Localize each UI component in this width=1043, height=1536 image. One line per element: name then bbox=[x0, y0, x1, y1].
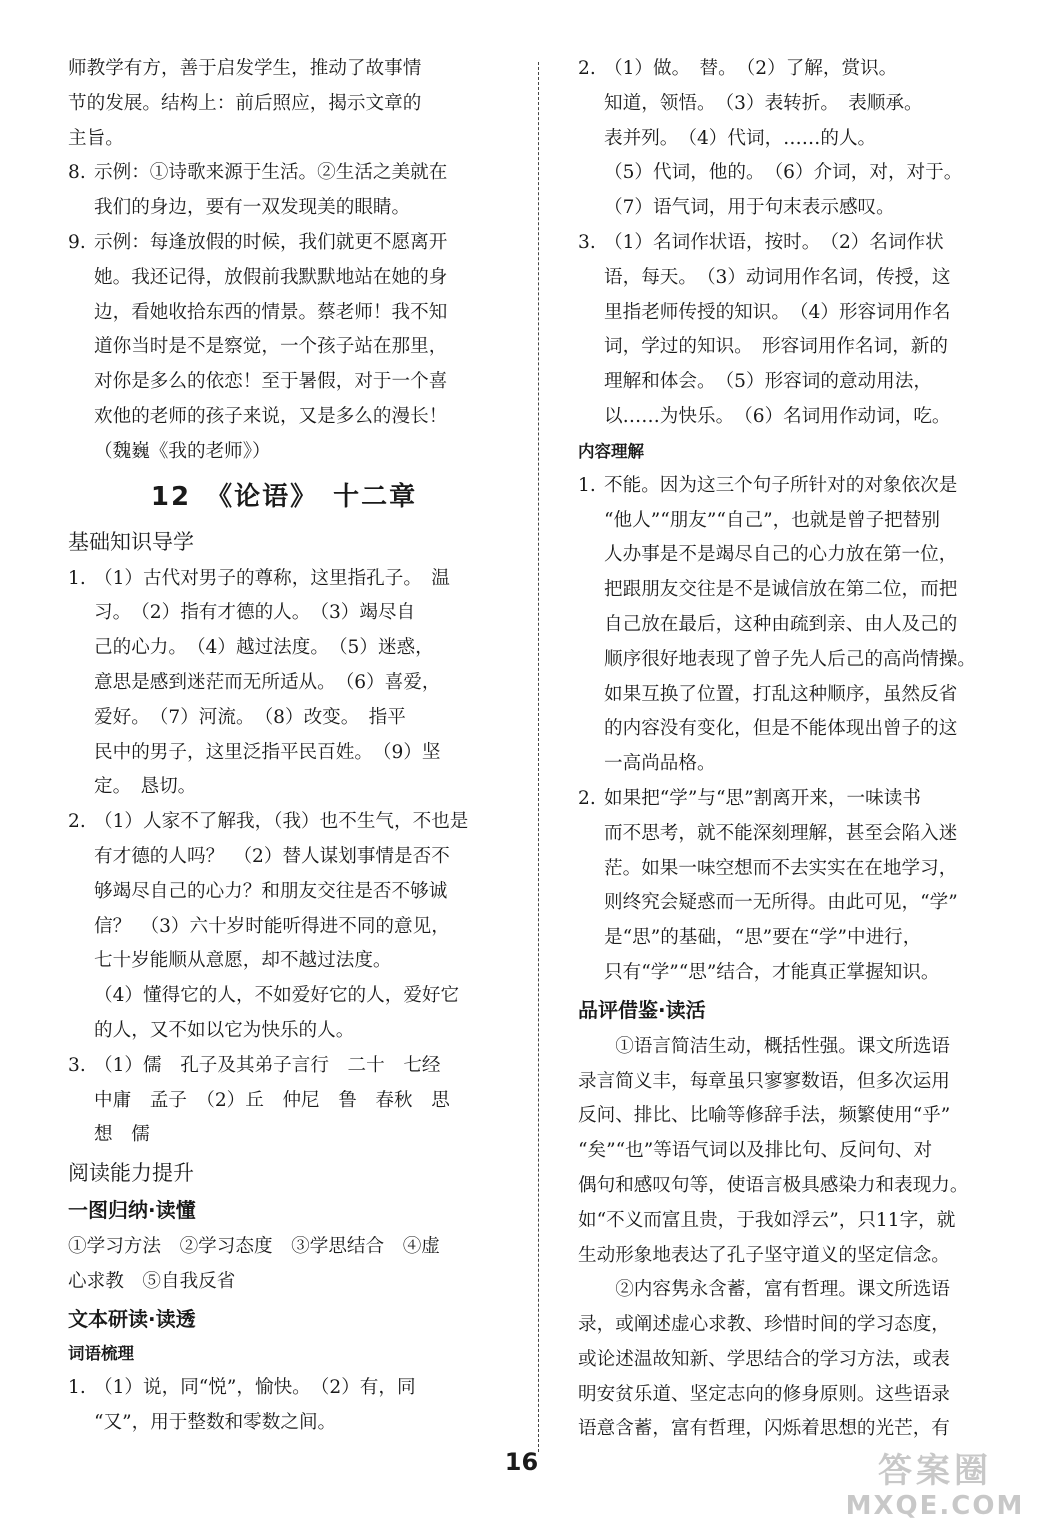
item-number: 3. bbox=[578, 231, 596, 253]
appreciation-paragraph-2 bbox=[578, 1273, 998, 1447]
text-line: 对你是多么的依恋！至于暑假，对于一个喜 bbox=[94, 371, 448, 393]
text-line: 如果互换了位置，打乱这种顺序，虽然反省 bbox=[604, 683, 958, 705]
text-line: 生动形象地表达了孔子坚守道义的坚定信念。 bbox=[578, 1244, 950, 1266]
text-line: 或论述温故知新、学思结合的学习方法，或表 bbox=[578, 1348, 950, 1370]
text-line: ①语言简洁生动，概括性强。课文所选语 bbox=[615, 1035, 950, 1057]
appreciation-paragraph-1 bbox=[578, 1030, 998, 1274]
text-line: 表并列。 （4）代词，……的人。 bbox=[604, 127, 877, 149]
section-heading-reading: 阅读能力提升 bbox=[68, 1161, 194, 1186]
text-line: 语意含蓄，富有哲理，闪烁着思想的光芒，有 bbox=[578, 1418, 950, 1440]
text-line: 人办事是不是竭尽自己的心力放在第一位， bbox=[604, 544, 958, 566]
text-line: 自己放在最后，这种由疏到亲、由人及己的 bbox=[604, 613, 958, 635]
text-line: 不能。因为这三个句子所针对的对象依次是 bbox=[604, 474, 958, 496]
watermark-logo bbox=[845, 1452, 1025, 1526]
text-line: 边，看她收拾东西的情景。蔡老师！我不知 bbox=[94, 301, 448, 323]
text-line: 只有“学”“思”结合，才能真正掌握知识。 bbox=[604, 961, 940, 983]
item-number: 1. bbox=[68, 1376, 86, 1398]
text-line: 主旨。 bbox=[68, 127, 124, 149]
item-number: 2. bbox=[578, 787, 596, 809]
subheading-text-study: 文本研读·读透 bbox=[68, 1306, 196, 1331]
text-line: 我们的身边，要有一双发现美的眼睛。 bbox=[94, 197, 411, 219]
text-line: 有才德的人吗？ （2）替人谋划事情是否不 bbox=[94, 845, 450, 867]
text-line: 而不思考，就不能深刻理解，甚至会陷入迷 bbox=[604, 822, 958, 844]
column-divider bbox=[538, 62, 539, 1452]
text-line: 意思是感到迷茫而无所适从。 （6）喜爱， bbox=[94, 671, 441, 693]
text-line: 理解和体会。 （5）形容词的意动用法， bbox=[604, 371, 932, 393]
basic-item-1 bbox=[68, 562, 500, 806]
text-line: 是“思”的基础，“思”要在“学”中进行， bbox=[604, 927, 922, 949]
one-picture-summary bbox=[68, 1230, 500, 1300]
text-line: 想 儒 bbox=[94, 1124, 150, 1146]
item-number: 3. bbox=[68, 1054, 86, 1076]
text-line: 定。 恳切。 bbox=[94, 776, 197, 798]
text-line: 明安贫乐道、坚定志向的修身原则。这些语录 bbox=[578, 1383, 950, 1405]
text-line: 的人，又不如以它为快乐的人。 bbox=[94, 1019, 355, 1041]
vocab-item-1 bbox=[68, 1371, 500, 1441]
answer-item-8 bbox=[68, 156, 500, 226]
intro-text bbox=[68, 52, 500, 156]
text-line: 中庸 孟子 （2）丘 仲尼 鲁 春秋 思 bbox=[94, 1089, 450, 1111]
text-line: 她。我还记得，放假前我默默地站在她的身 bbox=[94, 266, 448, 288]
text-line: 民中的男子，这里泛指平民百姓。 （9）坚 bbox=[94, 741, 441, 763]
item-number: 8. bbox=[68, 162, 86, 184]
text-line: （1）名词作状语，按时。 （2）名词作状 bbox=[604, 231, 944, 253]
subheading-one-picture: 一图归纳·读懂 bbox=[68, 1198, 196, 1223]
text-line: 录，或阐述虚心求教、珍惜时间的学习态度， bbox=[578, 1314, 950, 1336]
subheading-content: 内容理解 bbox=[578, 441, 644, 461]
text-line: 节的发展。结构上：前后照应，揭示文章的 bbox=[68, 92, 422, 114]
basic-item-2 bbox=[68, 805, 500, 1049]
content-item-2 bbox=[578, 782, 998, 991]
text-line: ②内容隽永含蓄，富有哲理。课文所选语 bbox=[615, 1279, 950, 1301]
text-line: 里指老师传授的知识。 （4）形容词用作名 bbox=[604, 301, 951, 323]
left-column bbox=[68, 52, 500, 1440]
text-line: 习。 （2）指有才德的人。 （3）竭尽自 bbox=[94, 602, 416, 624]
text-line: ①学习方法 ②学习态度 ③学思结合 ④虚 bbox=[68, 1236, 440, 1258]
basic-item-3 bbox=[68, 1049, 500, 1153]
text-line: “又”，用于整数和零数之间。 bbox=[94, 1411, 337, 1433]
text-line: （4）懂得它的人，不如爱好它的人，爱好它 bbox=[94, 985, 460, 1007]
watermark-bottom-text: MXQE.COM bbox=[845, 1491, 1025, 1521]
text-line: 欢他的老师的孩子来说，又是多么的漫长！ bbox=[94, 405, 448, 427]
text-line: 反问、排比、比喻等修辞手法，频繁使用“乎” bbox=[578, 1105, 951, 1127]
text-line: （1）做。 替。 （2）了解，赏识。 bbox=[604, 58, 898, 79]
text-line: （1）古代对男子的尊称，这里指孔子。 温 bbox=[94, 567, 450, 589]
text-line: 信？ （3）六十岁时能听得进不同的意见， bbox=[94, 915, 450, 937]
vocab-item-3 bbox=[578, 226, 998, 435]
right-column bbox=[578, 52, 998, 1447]
text-line: （1）儒 孔子及其弟子言行 二十 七经 bbox=[94, 1054, 441, 1076]
text-line: 的内容没有变化，但是不能体现出曾子的这 bbox=[604, 718, 958, 740]
item-number: 1. bbox=[68, 567, 86, 589]
text-line: 道你当时是不是察觉，一个孩子站在那里， bbox=[94, 336, 448, 358]
text-line: 茫。如果一味空想而不去实实在在地学习， bbox=[604, 857, 958, 879]
subheading-vocab: 词语梳理 bbox=[68, 1343, 134, 1363]
section-heading-basic: 基础知识导学 bbox=[68, 529, 194, 554]
text-line: 示例：①诗歌来源于生活。②生活之美就在 bbox=[94, 162, 448, 184]
text-line: 录言简义丰，每章虽只寥寥数语，但多次运用 bbox=[578, 1070, 950, 1092]
text-line: （5）代词，他的。 （6）介词，对，对于。 bbox=[604, 162, 963, 184]
item-number: 9. bbox=[68, 231, 86, 253]
text-line: 师教学有方，善于启发学生，推动了故事情 bbox=[68, 58, 422, 79]
text-line: 心求教 ⑤自我反省 bbox=[68, 1270, 236, 1292]
text-line: 示例：每逢放假的时候，我们就更不愿离开 bbox=[94, 231, 448, 253]
text-line: “矣”“也”等语气词以及排比句、反问句、对 bbox=[578, 1140, 933, 1162]
text-line: 己的心力。 （4）越过法度。 （5）迷惑， bbox=[94, 637, 434, 659]
text-line: 语，每天。 （3）动词用作名词，传授，这 bbox=[604, 266, 951, 288]
text-line: 以……为快乐。 （6）名词用作动词，吃。 bbox=[604, 405, 951, 427]
text-line: 把跟朋友交往是不是诚信放在第二位，而把 bbox=[604, 579, 958, 601]
text-line: 爱好。 （7）河流。 （8）改变。 指平 bbox=[94, 706, 406, 728]
watermark-top-text: 答案圈 bbox=[878, 1451, 992, 1491]
text-line: 则终究会疑惑而一无所得。由此可见，“学” bbox=[604, 892, 958, 914]
item-number: 2. bbox=[578, 58, 596, 79]
text-line: （魏巍《我的老师》） bbox=[94, 440, 271, 462]
text-line: 够竭尽自己的心力？和朋友交往是否不够诚 bbox=[94, 880, 448, 902]
text-line: 偶句和感叹句等，使语言极具感染力和表现力。 bbox=[578, 1174, 969, 1196]
text-line: 七十岁能顺从意愿，却不越过法度。 bbox=[94, 950, 392, 972]
item-number: 1. bbox=[578, 474, 596, 496]
subheading-appreciation: 品评借鉴·读活 bbox=[578, 997, 706, 1022]
text-line: 如果把“学”与“思”割离开来，一味读书 bbox=[604, 787, 921, 809]
chapter-title: 12 《论语》 十二章 bbox=[150, 481, 418, 512]
page-number: 16 bbox=[504, 1448, 539, 1476]
content-item-1 bbox=[578, 469, 998, 782]
text-line: 一高尚品格。 bbox=[604, 753, 716, 775]
text-line: 知道，领悟。 （3）表转折。 表顺承。 bbox=[604, 92, 923, 114]
text-line: “他人”“朋友”“自己”，也就是曾子把替别 bbox=[604, 509, 940, 531]
text-line: （7）语气词，用于句末表示感叹。 bbox=[604, 197, 895, 219]
item-number: 2. bbox=[68, 811, 86, 833]
text-line: 顺序很好地表现了曾子先人后己的高尚情操。 bbox=[604, 648, 976, 670]
text-line: （1）人家不了解我，（我）也不生气，不也是 bbox=[94, 811, 469, 833]
text-line: 词，学过的知识。 形容词用作名词，新的 bbox=[604, 336, 948, 358]
text-line: （1）说，同“悦”，愉快。 （2）有，同 bbox=[94, 1376, 416, 1398]
vocab-item-2 bbox=[578, 52, 998, 226]
answer-item-9 bbox=[68, 226, 500, 470]
text-line: 如“不义而富且贵，于我如浮云”，只11字，就 bbox=[578, 1209, 956, 1231]
